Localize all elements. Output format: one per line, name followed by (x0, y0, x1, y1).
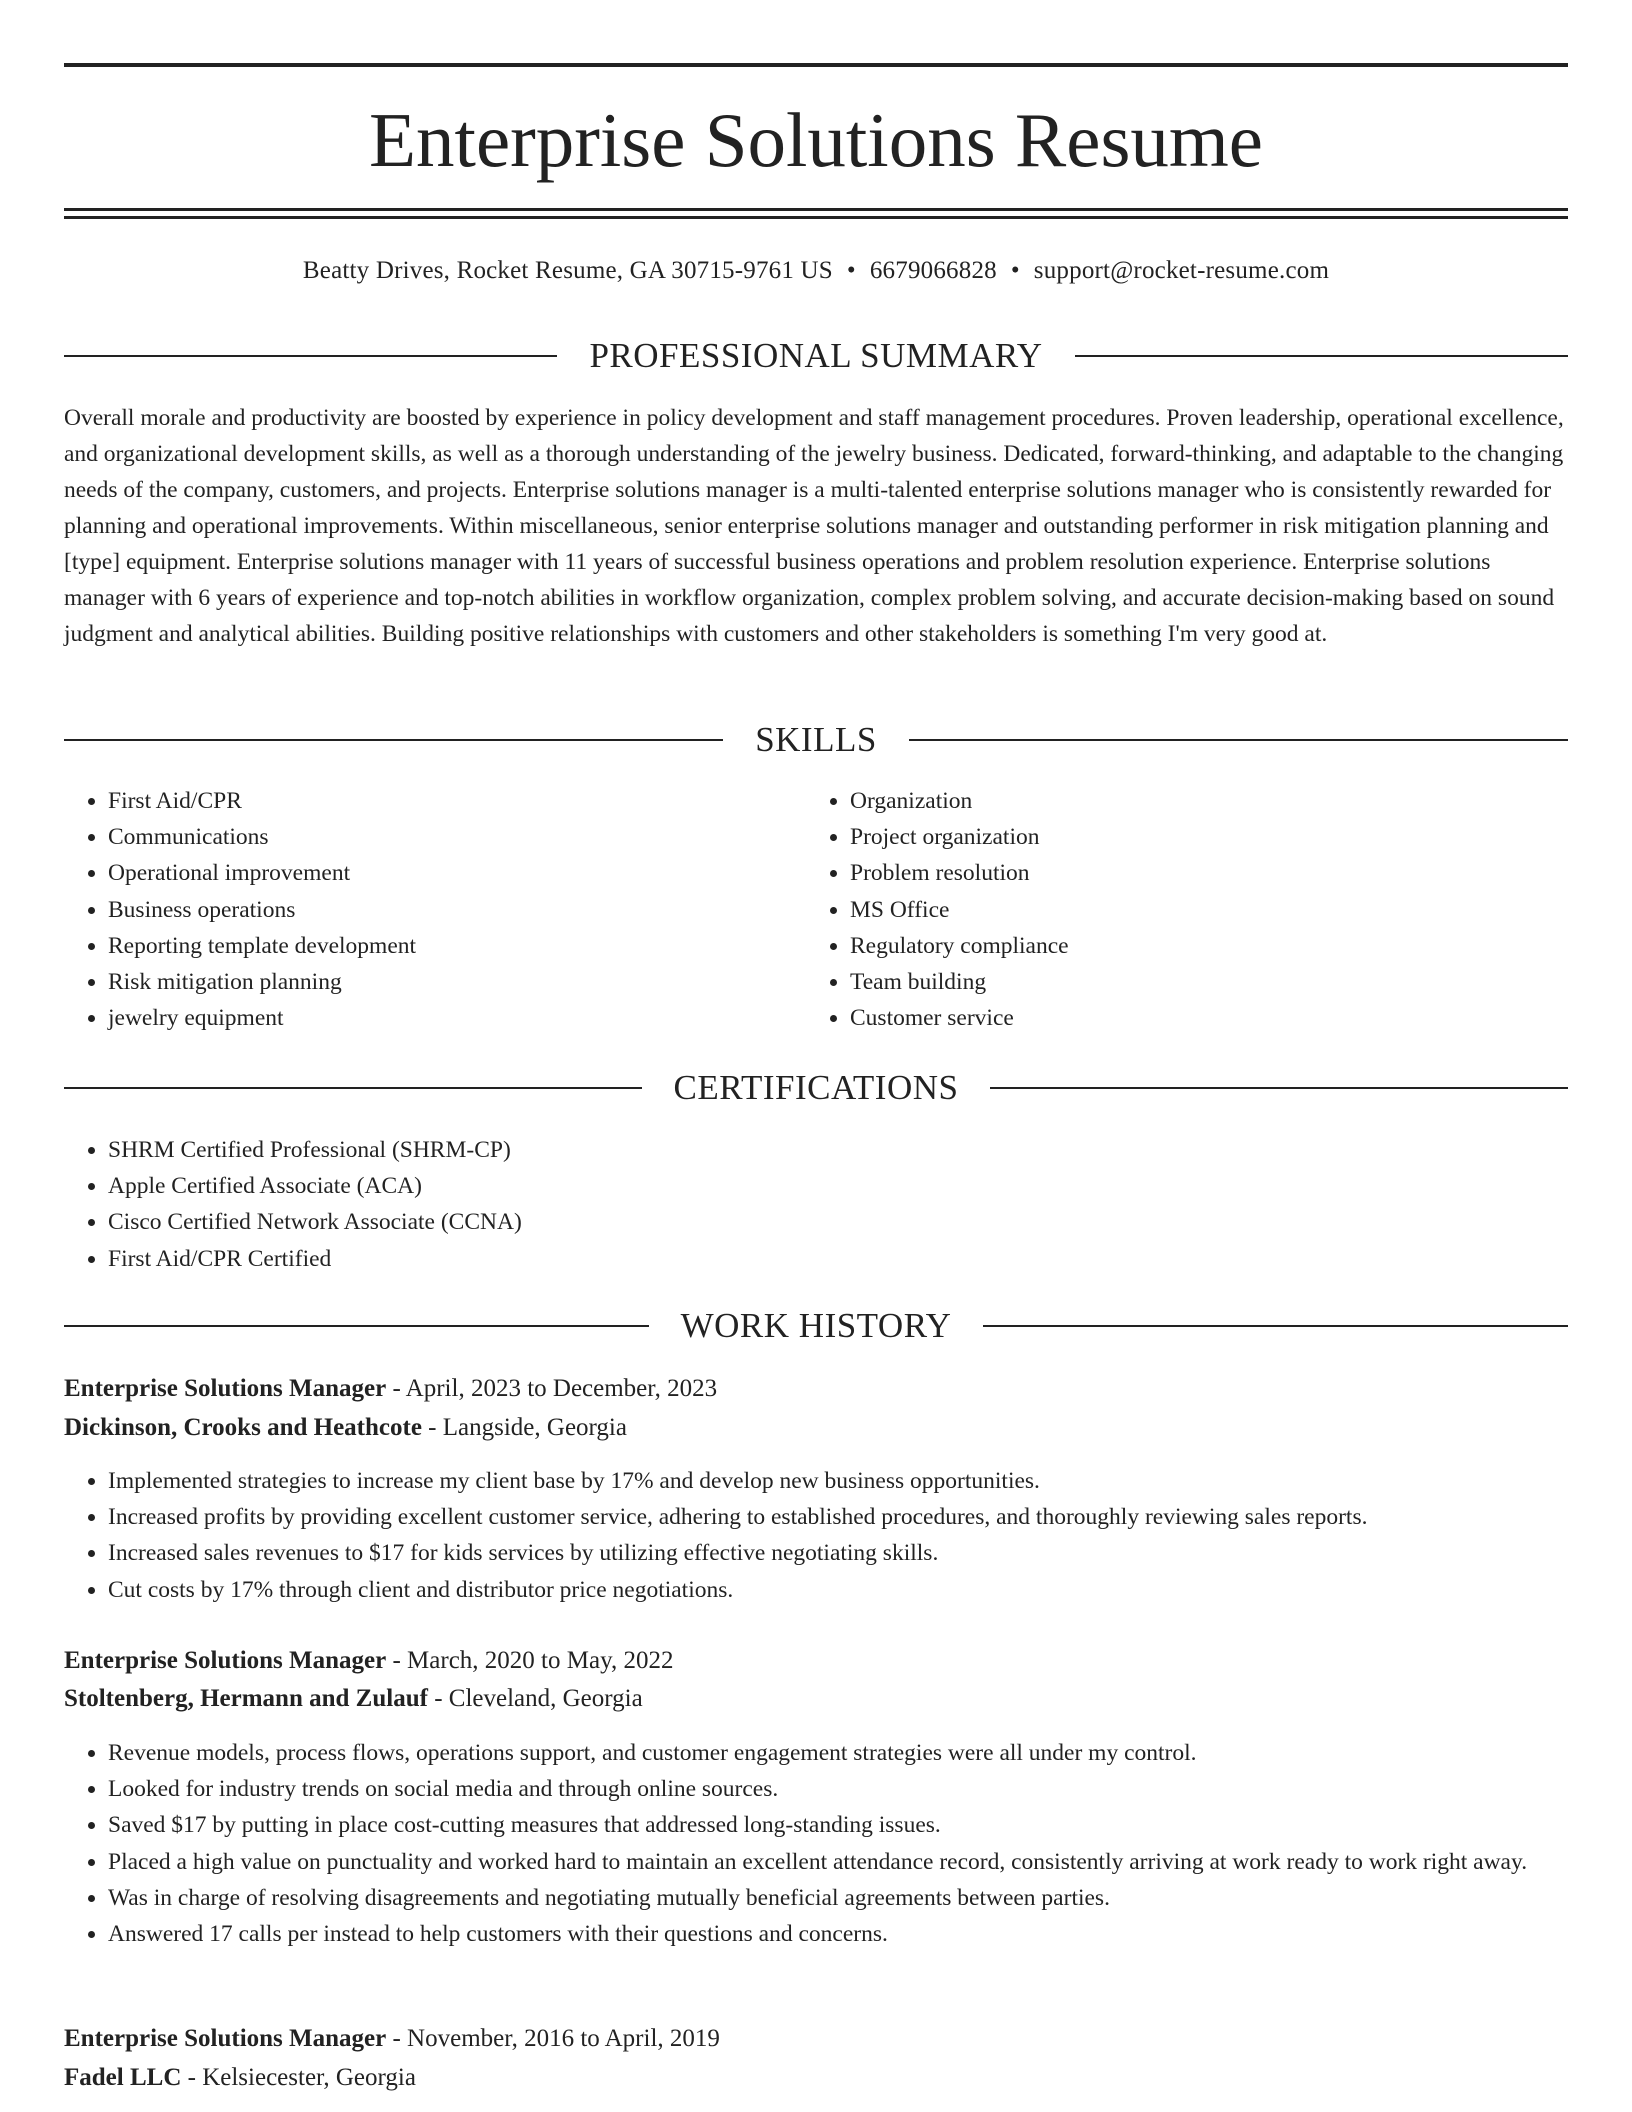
certifications-heading (64, 1066, 1568, 1110)
certification-item: • Apple Certified Associate (ACA) (108, 1168, 1568, 1204)
skill-item: • jewelry equipment (108, 1000, 808, 1036)
skill-item: • Organization (850, 783, 1550, 819)
heading-rule (64, 739, 723, 741)
contact-separator: • (846, 257, 856, 284)
skill-item: • Business operations (108, 892, 808, 928)
heading-rule (1075, 355, 1568, 357)
job-bullet: • Saved $17 by putting in place cost-cutting measures that addressed long-standing issues. (108, 1807, 1568, 1843)
job-bullets (64, 1735, 1568, 1952)
job-title-line: Enterprise Solutions Manager - April, 2023 to December, 2023 (64, 1375, 718, 1402)
heading-rule (990, 1087, 1568, 1089)
job-bullet: • Answered 17 calls per instead to help customers with their questions and concerns. (108, 1916, 1568, 1952)
certification-item: • First Aid/CPR Certified (108, 1241, 1568, 1277)
heading-rule (64, 1087, 642, 1089)
job-bullet: • Placed a high value on punctuality and worked hard to maintain an excellent attendance record, consistently arriving at work ready to work right away. (108, 1844, 1568, 1880)
job-dates: March, 2020 to May, 2022 (407, 1647, 674, 1674)
job-bullet: • Looked for industry trends on social media and through online sources. (108, 1771, 1568, 1807)
skill-item: • Project organization (850, 819, 1550, 855)
resume-title: Enterprise Solutions Resume (369, 97, 1263, 183)
job-role: Enterprise Solutions Manager (64, 1375, 387, 1402)
job-company: Dickinson, Crooks and Heathcote (64, 1414, 422, 1441)
summary-text: Overall morale and productivity are boosted by experience in policy development and staff management procedures. Proven leadership, operational excellence, and organizational development skills, as well as a thorough understanding of the jewelry business. Dedicated, forward-thinking, and adaptable to the changing needs of the company, customers, and projects. Enterprise solutions manager is a multi-talented enterprise solutions manager who is consistently rewarded for planning and operational improvements. Within miscellaneous, senior enterprise solutions manager and outstanding performer in risk mitigation planning and [type] equipment. Enterprise solutions manager with 11 years of successful business operations and problem resolution experience. Enterprise solutions manager with 6 years of experience and top-notch abilities in workflow organization, complex problem solving, and accurate decision-making based on sound judgment and analytical abilities. Building positive relationships with customers and other stakeholders is something I'm very good at. (64, 405, 1564, 647)
heading-rule (64, 355, 557, 357)
skills-heading-label: SKILLS (755, 720, 877, 759)
job-company-line: Fadel LLC - Kelsiecester, Georgia (64, 2064, 416, 2091)
summary-heading (64, 334, 1568, 378)
skill-item: • Team building (850, 964, 1550, 1000)
job-company-line: Stoltenberg, Hermann and Zulauf - Cleveland, Georgia (64, 1685, 643, 1712)
skill-item: • Customer service (850, 1000, 1550, 1036)
skill-item: • Risk mitigation planning (108, 964, 808, 1000)
skill-item: • Regulatory compliance (850, 928, 1550, 964)
job-title-line: Enterprise Solutions Manager - November, 2016 to April, 2019 (64, 2025, 720, 2052)
job-company-line: Dickinson, Crooks and Heathcote - Langside, Georgia (64, 1414, 627, 1441)
heading-rule (909, 739, 1568, 741)
job-company: Stoltenberg, Hermann and Zulauf (64, 1685, 428, 1712)
contact-line (64, 254, 1568, 288)
work-heading (64, 1304, 1568, 1348)
skills-heading (64, 718, 1568, 762)
contact-email: support@rocket-resume.com (1033, 257, 1330, 284)
job-location: Langside, Georgia (442, 1414, 627, 1441)
heading-rule (983, 1325, 1568, 1327)
certification-item: • SHRM Certified Professional (SHRM-CP) (108, 1132, 1568, 1168)
skill-item: • First Aid/CPR (108, 783, 808, 819)
job-location: Kelsiecester, Georgia (202, 2064, 416, 2091)
job-bullet: • Implemented strategies to increase my client base by 17% and develop new business opportunities. (108, 1463, 1568, 1499)
skill-item: • MS Office (850, 892, 1550, 928)
title-rule-upper (64, 208, 1568, 211)
work-heading-label: WORK HISTORY (680, 1306, 952, 1345)
certification-item: • Cisco Certified Network Associate (CCNA) (108, 1204, 1568, 1240)
top-rule (64, 63, 1568, 67)
job-dates: April, 2023 to December, 2023 (405, 1375, 718, 1402)
job-location: Cleveland, Georgia (448, 1685, 643, 1712)
skill-item: • Operational improvement (108, 855, 808, 891)
job-bullet: • Was in charge of resolving disagreements and negotiating mutually beneficial agreements between parties. (108, 1880, 1568, 1916)
contact-phone: 6679066828 (869, 257, 997, 284)
title-rule-lower (64, 216, 1568, 219)
job-bullet: • Increased sales revenues to $17 for kids services by utilizing effective negotiating skills. (108, 1535, 1568, 1571)
job-bullet: • Increased profits by providing excellent customer service, adhering to established procedures, and thoroughly reviewing sales reports. (108, 1499, 1568, 1535)
skill-item: • Reporting template development (108, 928, 808, 964)
certifications-list (64, 1132, 1568, 1277)
job-role: Enterprise Solutions Manager (64, 1647, 387, 1674)
job-title-line: Enterprise Solutions Manager - March, 2020 to May, 2022 (64, 1647, 674, 1674)
job-bullet: • Cut costs by 17% through client and distributor price negotiations. (108, 1572, 1568, 1608)
contact-separator: • (1010, 257, 1020, 284)
skills-list-left (64, 783, 808, 1036)
skill-item: • Communications (108, 819, 808, 855)
heading-rule (64, 1325, 649, 1327)
skills-list-right (806, 783, 1550, 1036)
skill-item: • Problem resolution (850, 855, 1550, 891)
job-company: Fadel LLC (64, 2064, 182, 2091)
job-bullet: • Revenue models, process flows, operations support, and customer engagement strategies were all under my control. (108, 1735, 1568, 1771)
contact-address: Beatty Drives, Rocket Resume, GA 30715-9761 US (302, 257, 833, 284)
summary-heading-label: PROFESSIONAL SUMMARY (589, 336, 1043, 375)
job-bullets (64, 1463, 1568, 1608)
job-dates: November, 2016 to April, 2019 (407, 2025, 720, 2052)
certifications-heading-label: CERTIFICATIONS (673, 1068, 959, 1107)
job-role: Enterprise Solutions Manager (64, 2025, 387, 2052)
